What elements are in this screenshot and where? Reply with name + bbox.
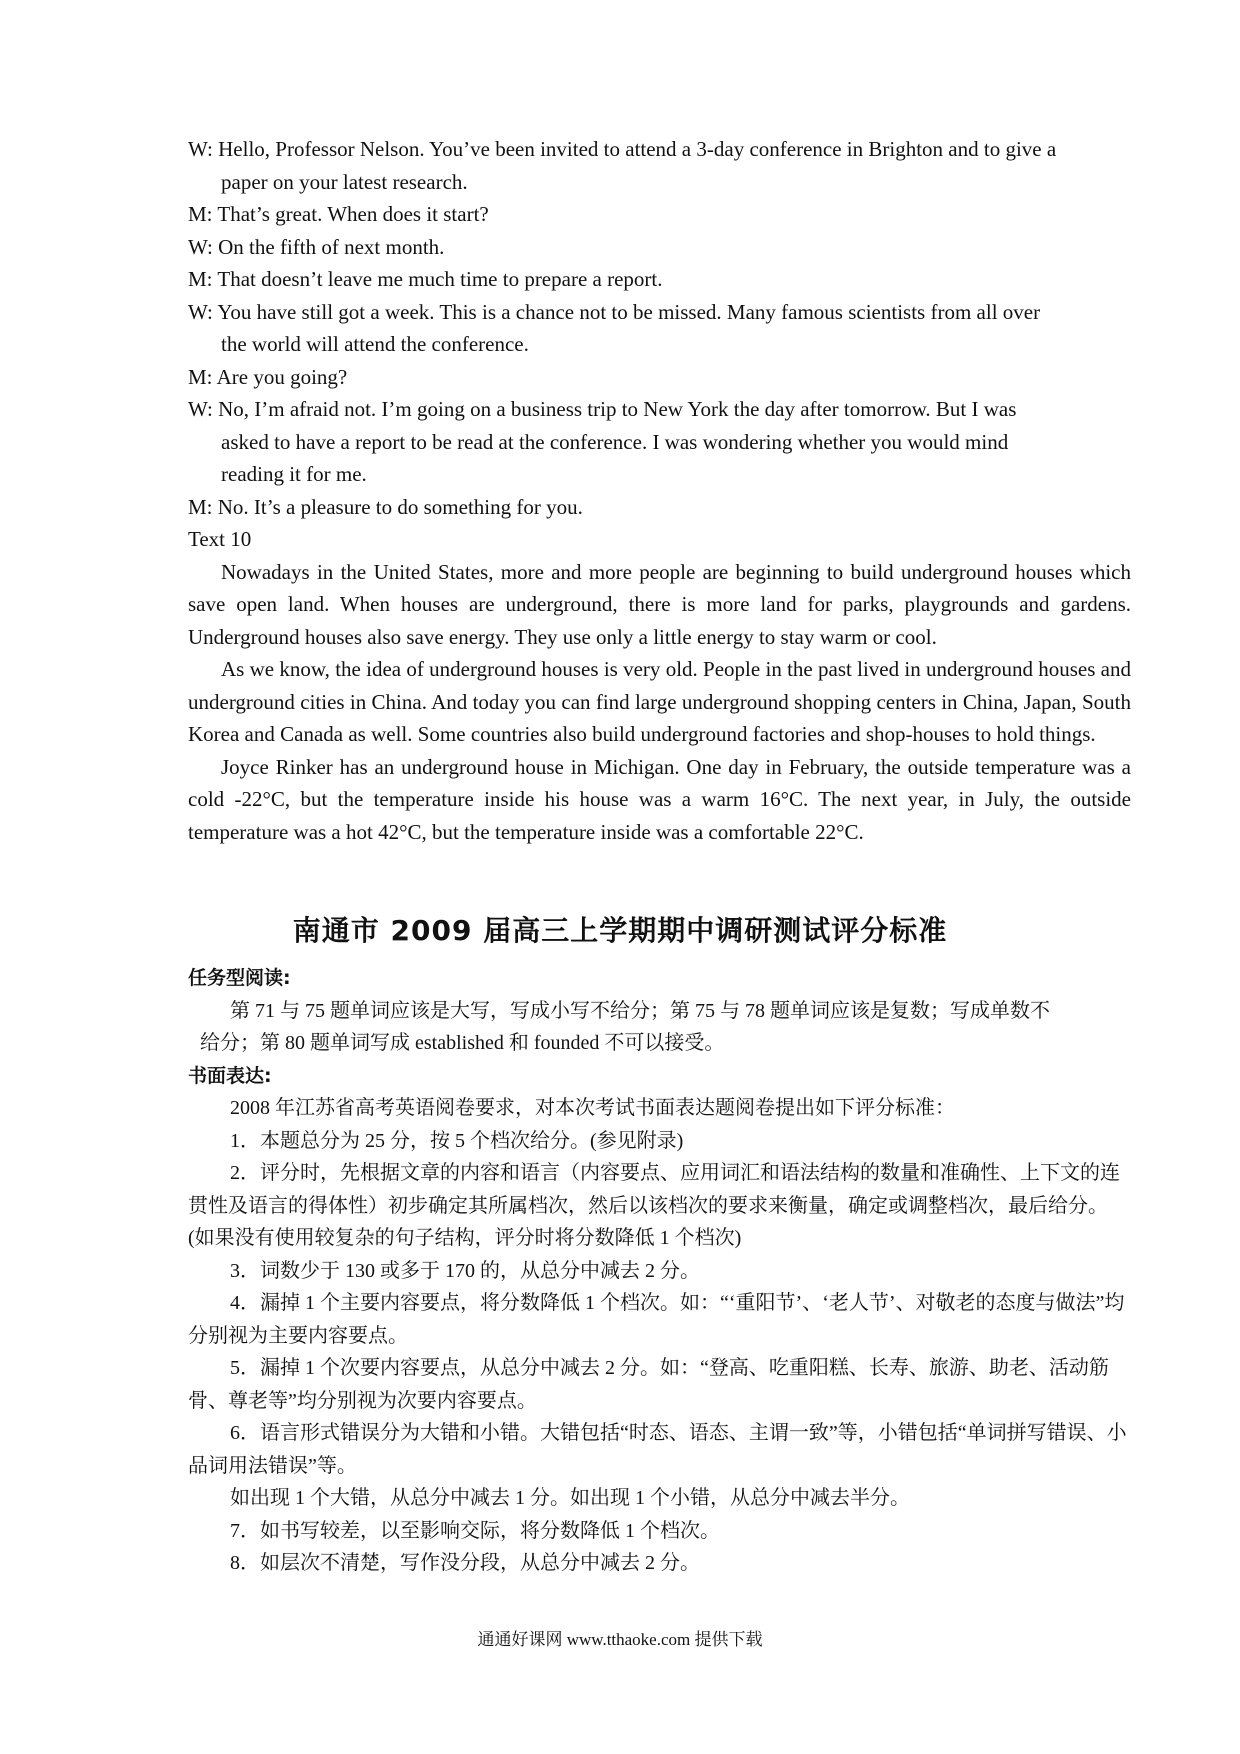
dialogue-line: M: That’s great. When does it start? — [188, 202, 489, 226]
writing-item: 7．如书写较差，以至影响交际，将分数降低 1 个档次。 — [230, 1519, 720, 1542]
dialogue-line: W: You have still got a week. This is a chance not to be missed. Many famous scientists from all over the world will attend the conference. — [188, 299, 1041, 356]
writing-item: 6．语言形式错误分为大错和小错。大错包括“时态、语态、主谓一致”等，小错包括“单词拼写错误、小品词用法错误”等。 — [188, 1422, 1127, 1477]
writing-heading: 书面表达: — [188, 1064, 272, 1087]
writing-item: 8．如层次不清楚，写作没分段，从总分中减去 2 分。 — [230, 1552, 700, 1574]
text10-block — [188, 523, 1131, 848]
writing-item: 2．评分时，先根据文章的内容和语言（内容要点、应用词汇和语法结构的数量和准确性、上下文的连贯性及语言的得体性）初步确定其所属档次，然后以该档次的要求来衡量，确定或调整档次，最后给分。(如果没有使用较复杂的句子结构，评分时将分数降低 1 个档次) — [188, 1162, 1120, 1249]
task-reading-line: 给分；第 80 题单词写成 established 和 founded 不可以接受。 — [200, 1032, 725, 1054]
dialogue-block — [188, 133, 1068, 523]
task-reading-heading: 任务型阅读: — [188, 967, 291, 989]
page-footer: 通通好课网 www.tthaoke.com 提供下载 — [477, 1630, 763, 1649]
dialogue-line: W: Hello, Professor Nelson. You’ve been invited to attend a 3-day conference in Brighton and to give a paper on your latest research. — [188, 137, 1057, 194]
dialogue-line: W: On the fifth of next month. — [188, 234, 445, 259]
dialogue-line: M: That doesn’t leave me much time to prepare a report. — [188, 267, 663, 291]
scoring-standard — [188, 962, 1131, 1580]
writing-item: 1．本题总分为 25 分，按 5 个档次给分。(参见附录) — [230, 1129, 684, 1152]
standard-title: 南通市 2009 届高三上学期期中调研测试评分标准 — [292, 914, 948, 947]
text10-paragraph: Nowadays in the United States, more and more people are beginning to build underground houses which save open land. When houses are underground, there is more land for parks, playgrounds and gardens. Underground houses also save energy. They use only a little energy to stay warm or cool. — [188, 559, 1131, 649]
writing-item: 3．词数少于 130 或多于 170 的，从总分中减去 2 分。 — [230, 1259, 700, 1282]
text10-label: Text 10 — [188, 527, 252, 551]
writing-item: 5．漏掉 1 个次要内容要点，从总分中减去 2 分。如：“登高、吃重阳糕、长寿、旅游、助老、活动筋骨、尊老等”均分别视为次要内容要点。 — [188, 1357, 1109, 1412]
dialogue-line: M: No. It’s a pleasure to do something for you. — [188, 494, 583, 519]
task-reading-line: 第 71 与 75 题单词应该是大写，写成小写不给分；第 75 与 78 题单词应该是复数；写成单数不 — [230, 999, 1050, 1022]
dialogue-line: W: No, I’m afraid not. I’m going on a business trip to New York the day after tomorrow. But I was asked to have a report to be read at the conference. I was wondering whether you would mind reading it for me. — [188, 397, 1017, 486]
text10-paragraph: As we know, the idea of underground houses is very old. People in the past lived in underground houses and underground cities in China. And today you can find large underground shopping centers in China, Japan, South Korea and Canada as well. Some countries also build underground factories and shop-houses to hold things. — [188, 657, 1131, 746]
writing-item: 4．漏掉 1 个主要内容要点，将分数降低 1 个档次。如：“‘重阳节’、‘老人节’、对敬老的态度与做法”均分别视为主要内容要点。 — [188, 1292, 1125, 1347]
writing-intro: 2008 年江苏省高考英语阅卷要求，对本次考试书面表达题阅卷提出如下评分标准： — [230, 1097, 955, 1119]
writing-item: 如出现 1 个大错，从总分中减去 1 分。如出现 1 个小错，从总分中减去半分。 — [230, 1487, 910, 1509]
text10-paragraph: Joyce Rinker has an underground house in Michigan. One day in February, the outside temperature was a cold -22°C, but the temperature inside his house was a warm 16°C. The next year, in July, the outside temperature was a hot 42°C, but the temperature inside was a comfortable 22°C. — [188, 754, 1131, 844]
dialogue-line: M: Are you going? — [188, 364, 348, 389]
